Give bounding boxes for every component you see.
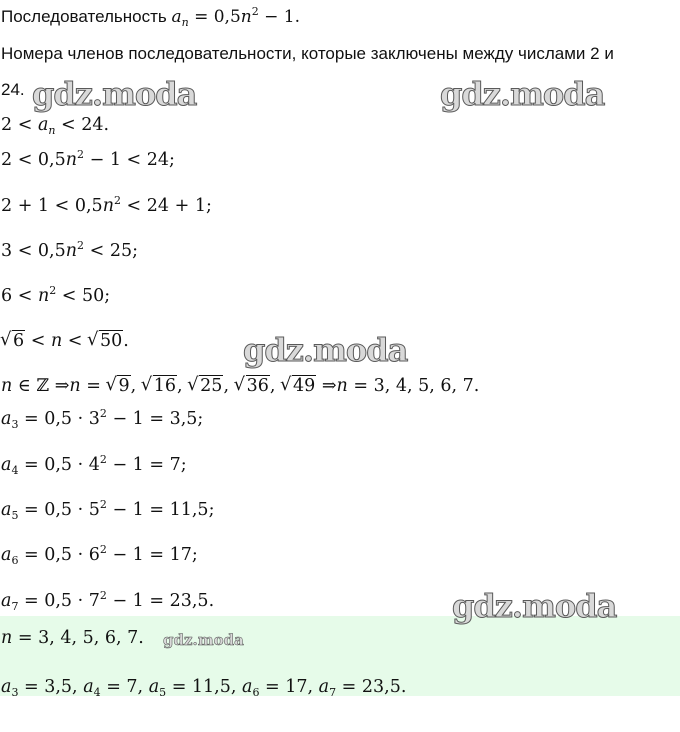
watermark-logo-small: gdz.moda	[163, 631, 244, 649]
step-sqrt-bounds: √ 6 < n < √ 50.	[1, 330, 129, 352]
answer-term-values: $a_3 = 3,5$, $a_4 = 7$, $a_5 = 11,5$, $a_6 = 17$, $a_7 = 23,5$.	[1, 677, 407, 699]
problem-statement	[1, 6, 300, 28]
term-a3: $a_3 = 0,5 \cdot 3^2 - 1 = 3,5$;	[1, 407, 204, 431]
watermark-logo: gdz.moda	[243, 331, 408, 369]
term-a6: $a_6 = 0,5 \cdot 6^2 - 1 = 17$;	[1, 543, 198, 567]
term-a4: $a_4 = 0,5 \cdot 4^2 - 1 = 7$;	[1, 453, 187, 477]
step-inequality-1: $2 < a_n < 24$.	[1, 115, 110, 137]
answer-n-values: n = 3, 4, 5, 6, 7.	[1, 628, 144, 648]
sqrt-6: √ 6	[1, 330, 25, 352]
term-a5: $a_5 = 0,5 \cdot 5^2 - 1 = 11,5$;	[1, 498, 215, 522]
term-a7: $a_7 = 0,5 \cdot 7^2 - 1 = 23,5$.	[1, 589, 215, 613]
step-inequality-4: $3 < 0,5n^2 < 25$;	[1, 239, 138, 261]
problem-lead: Последовательность	[1, 7, 167, 26]
question-line-1: Номера членов последовательности, которые заключены между числами 2 и	[1, 44, 614, 63]
watermark-logo: gdz.moda	[452, 587, 617, 625]
step-inequality-2: $2 < 0,5n^2 - 1 < 24$;	[1, 148, 175, 170]
step-inequality-5: $6 < n^2 < 50$;	[1, 284, 111, 306]
step-inequality-3: $2 + 1 < 0,5n^2 < 24 + 1$;	[1, 194, 212, 216]
sequence-formula: $a_n = 0,5n^2 - 1$.	[171, 5, 301, 29]
step-integer-values: n ∈ ℤ ⇒n = √ 9, √ 16, √ 25, √ 36, √ 49 ⇒n = 3, 4, 5, 6, 7.	[1, 375, 479, 397]
sqrt-50: √ 50	[88, 330, 123, 352]
watermark-logo: gdz.moda	[32, 75, 197, 113]
watermark-logo: gdz.moda	[440, 75, 605, 113]
question-line-2: 24.	[1, 80, 25, 99]
